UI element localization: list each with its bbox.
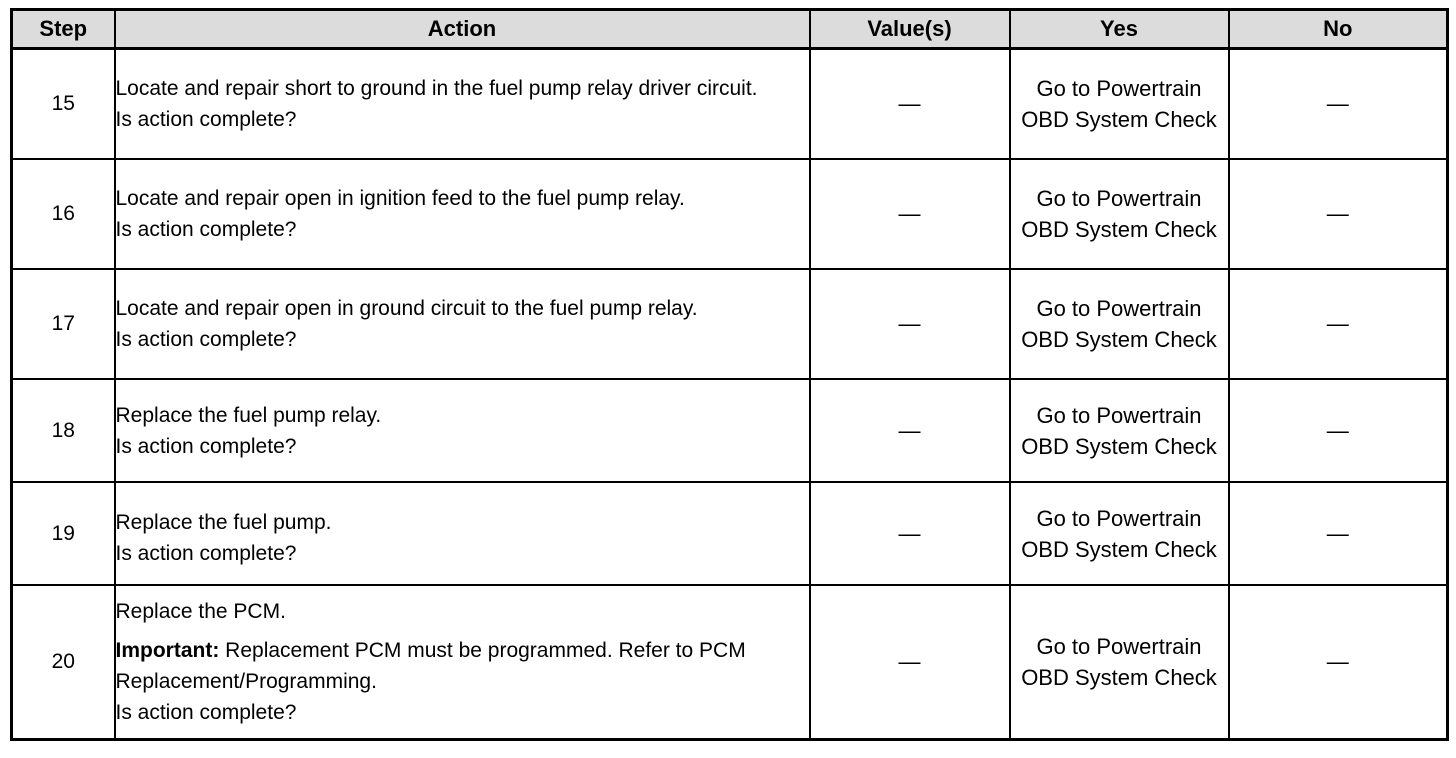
no-cell: — (1229, 269, 1448, 379)
no-cell: — (1229, 379, 1448, 482)
table-row (12, 585, 1448, 740)
important-text: Replacement PCM must be programmed. Refer to PCM Replacement/Programming. (115, 639, 746, 693)
yes-cell: Go to Powertrain OBD System Check (1010, 585, 1229, 740)
header-values: Value(s) (810, 10, 1010, 49)
action-question: Is action complete? (115, 434, 297, 458)
action-text: Locate and repair short to ground in the fuel pump relay driver circuit. (115, 77, 758, 100)
step-number: 18 (12, 379, 115, 482)
diagnostic-table (10, 8, 1449, 741)
action-text: Replace the fuel pump. (115, 510, 332, 534)
table-row (12, 159, 1448, 269)
header-step: Step (12, 10, 115, 49)
value-cell: — (810, 269, 1010, 379)
action-cell (115, 482, 810, 585)
action-cell (115, 379, 810, 482)
no-cell: — (1229, 159, 1448, 269)
action-text: Locate and repair open in ground circuit to the fuel pump relay. (115, 297, 698, 320)
table-row (12, 49, 1448, 160)
important-label: Important: (115, 639, 220, 662)
step-number: 16 (12, 159, 115, 269)
value-cell: — (810, 379, 1010, 482)
action-cell (115, 585, 810, 740)
action-cell (115, 269, 810, 379)
header-no: No (1229, 10, 1448, 49)
action-question: Is action complete? (115, 108, 297, 131)
yes-cell: Go to Powertrain OBD System Check (1010, 482, 1229, 585)
yes-cell: Go to Powertrain OBD System Check (1010, 159, 1229, 269)
step-number: 15 (12, 49, 115, 160)
table-header-row (12, 10, 1448, 49)
header-action: Action (115, 10, 810, 49)
table-row (12, 379, 1448, 482)
no-cell: — (1229, 585, 1448, 740)
step-number: 17 (12, 269, 115, 379)
header-yes: Yes (1010, 10, 1229, 49)
action-question: Is action complete? (115, 328, 297, 351)
yes-cell: Go to Powertrain OBD System Check (1010, 269, 1229, 379)
no-cell: — (1229, 49, 1448, 160)
no-cell: — (1229, 482, 1448, 585)
yes-cell: Go to Powertrain OBD System Check (1010, 379, 1229, 482)
yes-cell: Go to Powertrain OBD System Check (1010, 49, 1229, 160)
action-cell (115, 49, 810, 160)
action-text: Replace the PCM. (115, 600, 286, 623)
action-text: Locate and repair open in ignition feed to the fuel pump relay. (115, 187, 685, 210)
action-text: Replace the fuel pump relay. (115, 403, 382, 427)
step-number: 20 (12, 585, 115, 740)
value-cell: — (810, 49, 1010, 160)
action-question: Is action complete? (115, 218, 297, 241)
action-question: Is action complete? (115, 541, 297, 565)
step-number: 19 (12, 482, 115, 585)
action-question: Is action complete? (115, 701, 297, 724)
value-cell: — (810, 482, 1010, 585)
important-note (116, 635, 809, 697)
table-row (12, 269, 1448, 379)
action-cell (115, 159, 810, 269)
table-row (12, 482, 1448, 585)
value-cell: — (810, 159, 1010, 269)
value-cell: — (810, 585, 1010, 740)
